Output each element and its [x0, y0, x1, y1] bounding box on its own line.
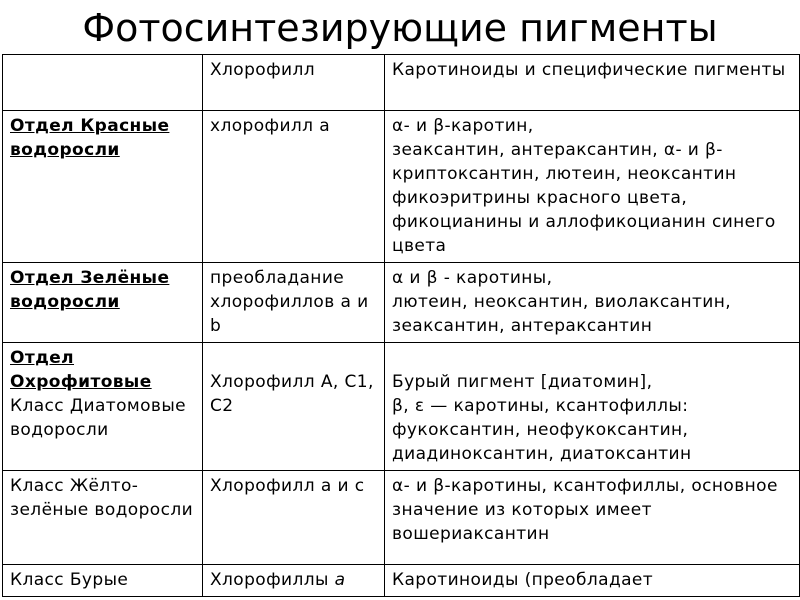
chlorophyll-cell — [203, 111, 385, 263]
group-cell — [3, 471, 203, 565]
carotenoids-cell — [385, 263, 800, 343]
chlorophyll-cell — [203, 565, 385, 597]
division-label: Отдел Зелёные водоросли — [10, 268, 170, 312]
group-cell — [3, 263, 203, 343]
carotenoid-line: фикоэритрины красного цвета, — [392, 188, 688, 208]
carotenoid-line: фикоцианины и аллофикоцианин синего цвета — [392, 212, 776, 256]
table-row-yellow-green-algae — [3, 471, 800, 565]
table-row-brown-algae — [3, 565, 800, 597]
carotenoids-cell — [385, 343, 800, 471]
chlorophyll-text: хлорофилл а — [210, 116, 331, 136]
carotenoid-line: Каротиноиды (преобладает — [392, 570, 654, 590]
header-cell-carotenoids: Каротиноиды и специфические пигменты — [385, 55, 800, 111]
division-label: Отдел Охрофитовые — [10, 348, 152, 392]
carotenoids-cell — [385, 565, 800, 597]
pigments-table — [2, 54, 800, 597]
carotenoid-line: α и β - каротины, — [392, 268, 553, 288]
table-row-green-algae — [3, 263, 800, 343]
class-label: Класс Диатомовые водоросли — [10, 396, 187, 440]
class-label: Класс Бурые — [10, 570, 129, 590]
carotenoid-line: β, ε — каротины, ксантофиллы: фукоксантин, неофукоксантин, диадиноксантин, диатоксантин — [392, 396, 692, 464]
group-cell — [3, 343, 203, 471]
carotenoid-line: Бурый пигмент [диатомин], — [392, 372, 653, 392]
chlorophyll-cell — [203, 471, 385, 565]
group-cell — [3, 565, 203, 597]
slide-title: Фотосинтезирующие пигменты — [82, 6, 718, 50]
carotenoids-cell — [385, 111, 800, 263]
chlorophyll-text: Хлорофиллы — [210, 570, 329, 590]
chlorophyll-text: Хлорофилл А, С1, С2 — [210, 372, 374, 416]
header-cell-chlorophyll: Хлорофилл — [203, 55, 385, 111]
chlorophyll-text: Хлорофилл а и с — [210, 476, 365, 496]
carotenoid-line: зеаксантин, антераксантин, α- и β-криптоксантин, лютеин, неоксантин — [392, 140, 737, 184]
carotenoid-line: α- и β-каротин, — [392, 116, 534, 136]
header-cell-empty — [3, 55, 203, 111]
table-header-row — [3, 55, 800, 111]
carotenoid-line: лютеин, неоксантин, виолаксантин, зеаксантин, антераксантин — [392, 292, 732, 336]
division-label: Отдел Красные водоросли — [10, 116, 170, 160]
chlorophyll-cell — [203, 343, 385, 471]
chlorophyll-cell — [203, 263, 385, 343]
class-label: Класс Жёлто-зелёные водоросли — [10, 476, 194, 520]
table-row-ochrophyta — [3, 343, 800, 471]
carotenoid-line: α- и β-каротины, ксантофиллы, основное значение из которых имеет вошериаксантин — [392, 476, 778, 544]
group-cell — [3, 111, 203, 263]
carotenoids-cell — [385, 471, 800, 565]
chlorophyll-text: преобладание хлорофиллов а и b — [210, 268, 369, 336]
chlorophyll-type: а — [334, 570, 346, 590]
table-row-red-algae — [3, 111, 800, 263]
